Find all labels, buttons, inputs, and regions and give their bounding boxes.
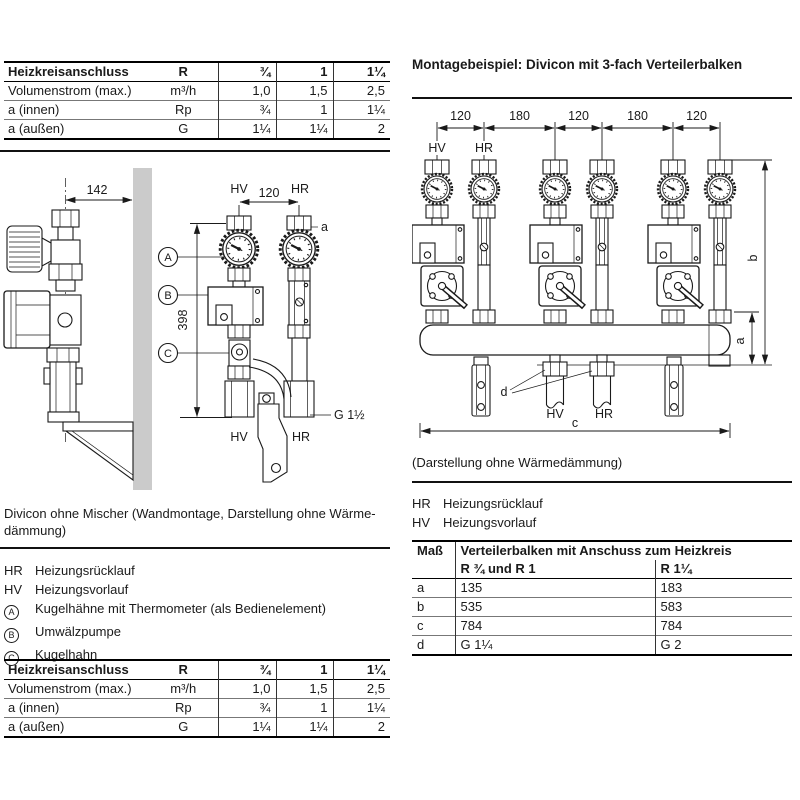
table-row: [4, 82, 390, 101]
legend-label: Heizungsrücklauf: [443, 496, 543, 511]
col-header: 1: [276, 660, 333, 680]
cell: Volumenstrom (max.): [8, 83, 132, 98]
col-header: ¾: [218, 660, 276, 680]
cell: 1¼: [218, 718, 276, 738]
cell: G: [178, 719, 189, 734]
dim-120-label: 120: [258, 186, 280, 200]
cell: 1¼: [276, 718, 333, 738]
cell: 183: [655, 579, 792, 598]
cell: 1¼: [276, 120, 333, 140]
cell: G 1¼: [455, 636, 655, 656]
col-header: R: [178, 64, 188, 79]
table-row: [412, 579, 792, 598]
table-row: [412, 636, 792, 656]
circled-letter: C: [4, 651, 19, 666]
cell: 2,5: [333, 82, 390, 101]
cell: 1,5: [276, 680, 333, 699]
wall: [133, 168, 152, 490]
divicon-front-view: [159, 182, 366, 482]
cell: 1: [276, 101, 333, 120]
dim-label: 120: [568, 109, 589, 123]
cell: ¾: [218, 101, 276, 120]
cell: 784: [655, 617, 792, 636]
legend-item: [412, 497, 543, 511]
table-row: [4, 718, 390, 738]
pump-front-view: [208, 287, 263, 325]
legend-key: HV: [412, 515, 431, 530]
figure-caption: (Darstellung ohne Wärmedämmung): [412, 455, 623, 470]
flow-body: [289, 281, 310, 325]
table-header-row: [412, 541, 792, 560]
legend-label: Kugelhahn: [35, 647, 98, 662]
hv-bottom-label: HV: [230, 430, 248, 444]
table-header-row: [412, 560, 792, 579]
hr-label: HR: [474, 141, 494, 155]
table-row: [412, 617, 792, 636]
wall-bracket: [63, 422, 133, 480]
d-callout-label: d: [500, 385, 508, 399]
col-header: Maß: [417, 543, 443, 558]
col-header: 1¼: [333, 660, 390, 680]
cell: 1¼: [333, 699, 390, 718]
legend-label: Kugelhähne mit Thermometer (als Bedienelement): [35, 601, 326, 616]
col-header: Heizkreisanschluss: [8, 64, 129, 79]
hr-label: HR: [290, 182, 310, 196]
cell: 583: [655, 598, 792, 617]
cell: 1: [276, 699, 333, 718]
callout-c: C: [164, 348, 172, 360]
figure-rule: [412, 481, 792, 483]
figure-heading: Montagebeispiel: Divicon mit 3-fach Verteilerbalken: [412, 57, 743, 72]
legend-key: HV: [4, 582, 23, 597]
hv-label: HV: [230, 182, 248, 196]
hv-bottom-label: HV: [546, 407, 564, 421]
svg-text:b: b: [746, 254, 760, 262]
cell: 2: [333, 120, 390, 140]
cell: ¾: [218, 699, 276, 718]
col-header: R 1¼: [655, 560, 792, 579]
col-header: 1: [276, 62, 333, 82]
hv-label: HV: [428, 141, 446, 155]
manifold: [420, 325, 730, 366]
col-header: R: [178, 662, 188, 677]
cell: 1,5: [276, 82, 333, 101]
table-row: [4, 120, 390, 140]
cell: 1¼: [218, 120, 276, 140]
legend-label: Heizungsrücklauf: [35, 563, 135, 578]
mounting-bracket: [258, 393, 287, 482]
callout-a: A: [164, 252, 172, 264]
legend-item: [4, 564, 326, 578]
cell: 2: [333, 718, 390, 738]
hr-bottom-label: HR: [594, 407, 614, 421]
legend-label: Heizungsvorlauf: [443, 515, 537, 530]
cell: a (innen): [8, 102, 60, 117]
cell: Volumenstrom (max.): [8, 681, 132, 696]
a-callout-label: a: [321, 220, 328, 234]
dim-label: 120: [450, 109, 471, 123]
table-row: [4, 101, 390, 120]
legend-label: Heizungsvorlauf: [35, 582, 129, 597]
handwheel-icon: [7, 226, 42, 272]
cell: 1,0: [218, 82, 276, 101]
legend-key: [4, 602, 35, 620]
col-header: Heizkreisanschluss: [8, 662, 129, 677]
caption-line: Divicon ohne Mischer (Wandmontage, Darstellung ohne Wärme-: [4, 506, 376, 521]
cell: G 2: [655, 636, 792, 656]
legend-key: HR: [412, 496, 431, 511]
left-legend: [4, 564, 326, 671]
col-header: 1¼: [333, 62, 390, 82]
hr-bottom-label: HR: [291, 430, 311, 444]
cell: a (außen): [8, 719, 65, 734]
table-header-row: [4, 660, 390, 680]
cell: Rp: [174, 700, 192, 715]
dim-142-label: 142: [86, 183, 108, 197]
dim-a: [733, 312, 759, 364]
figure-caption: [4, 505, 388, 539]
heizkreis-table-top: [4, 61, 390, 140]
dim-label: 120: [686, 109, 707, 123]
divicon-side-view: [4, 178, 133, 480]
verteilerbalken-drawing: [412, 98, 800, 445]
heizkreis-table-bottom: [4, 659, 390, 738]
mass-table: [412, 540, 792, 656]
cell: 2,5: [333, 680, 390, 699]
caption-line: dämmung): [4, 523, 67, 538]
ball-valve: [229, 340, 250, 366]
pump-side-view: [4, 291, 81, 348]
svg-text:c: c: [571, 416, 579, 430]
cell: m³/h: [170, 681, 197, 696]
cell: 535: [455, 598, 655, 617]
col-header: Verteilerbalken mit Anschuss zum Heizkreis: [455, 541, 792, 560]
legend-key: HR: [4, 563, 23, 578]
circled-letter: A: [4, 605, 19, 620]
dim-c: [420, 416, 730, 438]
legend-item: [4, 583, 326, 597]
table-row: [4, 699, 390, 718]
cell: c: [417, 618, 424, 633]
cell: 1¼: [333, 101, 390, 120]
dim-label: 180: [509, 109, 530, 123]
cell: 1,0: [218, 680, 276, 699]
cell: a (innen): [8, 700, 60, 715]
col-header: ¾: [218, 62, 276, 82]
right-legend: [412, 497, 543, 535]
cell: m³/h: [170, 83, 197, 98]
table-row: [4, 680, 390, 699]
legend-item: [4, 602, 326, 620]
dim-label: 180: [627, 109, 648, 123]
legend-item: [4, 625, 326, 643]
cell: 135: [455, 579, 655, 598]
cell: Rp: [174, 102, 192, 117]
cell: 784: [455, 617, 655, 636]
svg-text:a: a: [733, 337, 747, 345]
table-row: [412, 598, 792, 617]
cell: d: [417, 637, 425, 652]
col-header: R ¾ und R 1: [455, 560, 655, 579]
divicon-wall-mount-drawing: [0, 150, 400, 497]
cell: a (außen): [8, 121, 65, 136]
figure-rule: [0, 547, 390, 549]
circled-letter: B: [4, 628, 19, 643]
legend-key: [4, 625, 35, 643]
g-size-label: G 1½: [334, 408, 365, 422]
cell: a: [417, 580, 425, 595]
table-header-row: [4, 62, 390, 82]
cell: G: [178, 121, 189, 136]
cell: b: [417, 599, 425, 614]
dimension-chain: [428, 109, 720, 160]
callout-b: B: [164, 290, 172, 302]
legend-item: [412, 516, 543, 530]
legend-label: Umwälzpumpe: [35, 624, 121, 639]
dim-398-label: 398: [176, 309, 190, 331]
